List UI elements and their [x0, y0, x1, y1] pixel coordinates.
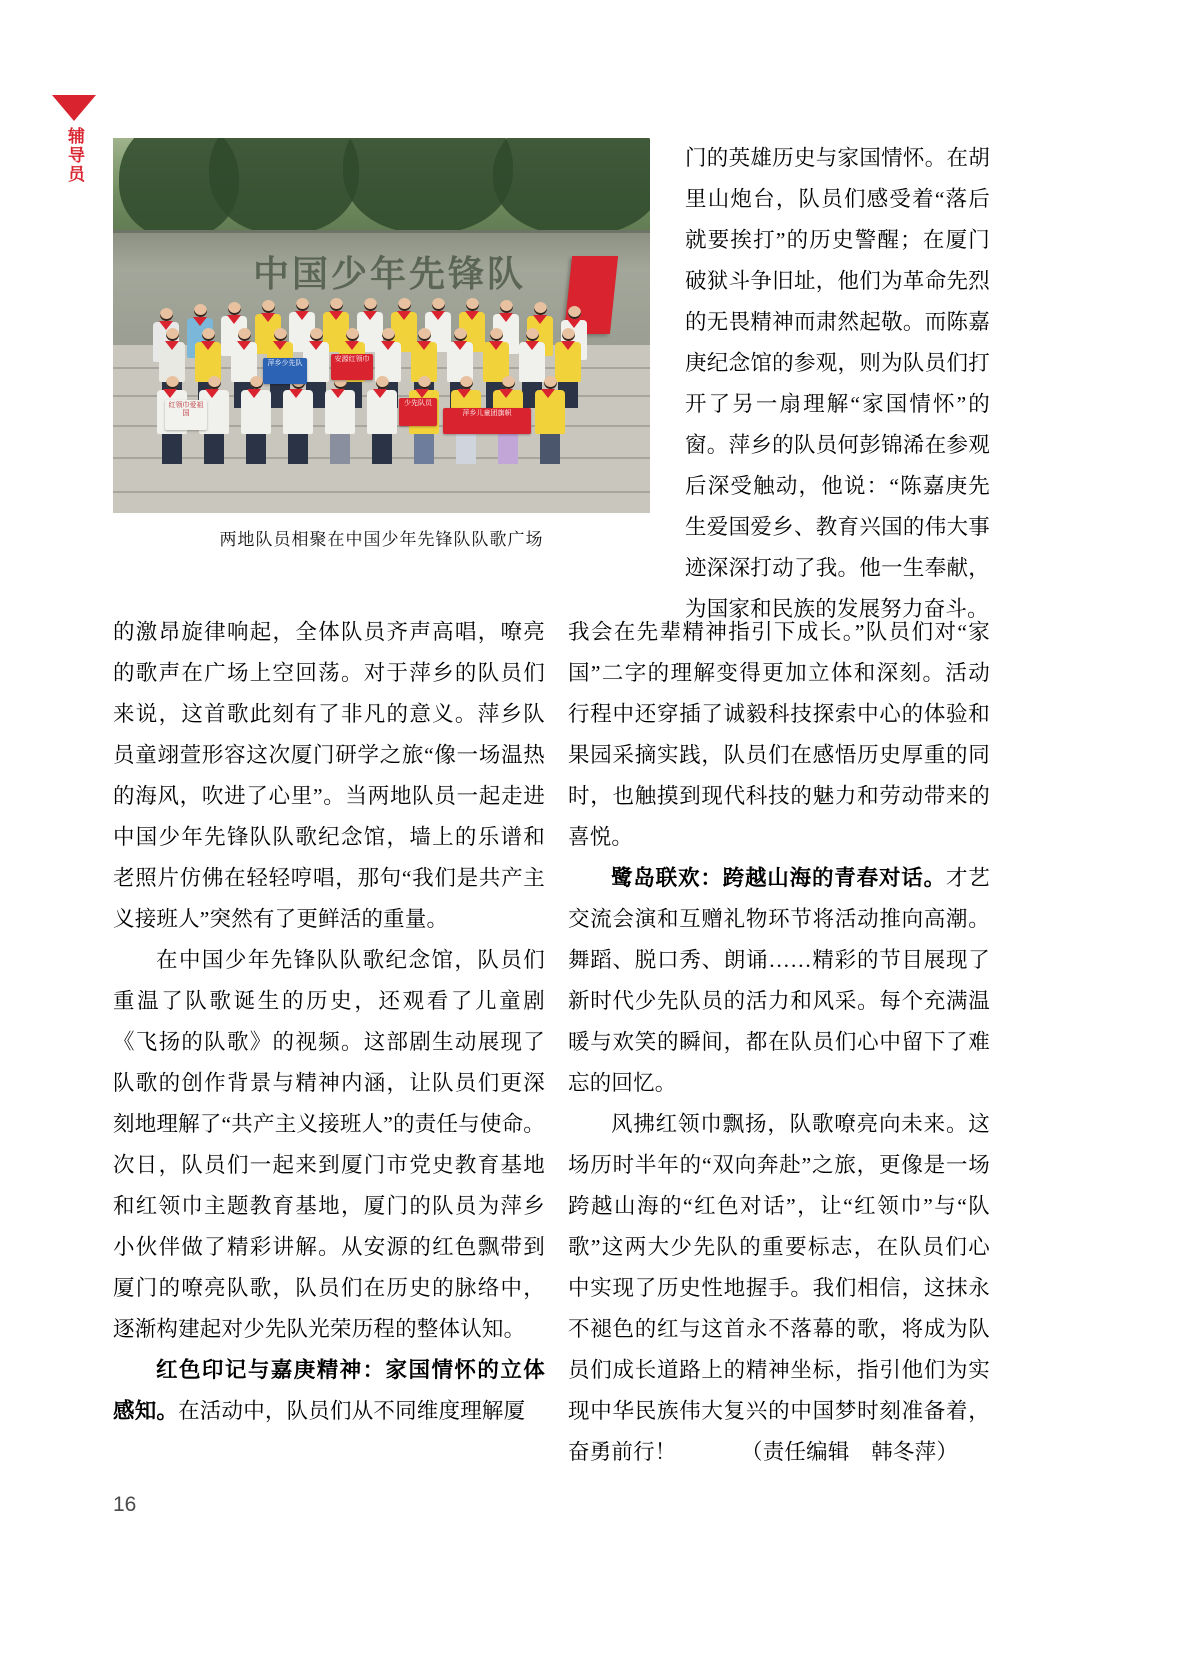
paragraph: 的激昂旋律响起，全体队员齐声高唱，嘹亮的歌声在广场上空回荡。对于萍乡的队员们来说，这首歌此刻有了非凡的意义。萍乡队员童翊萱形容这次厦门研学之旅“像一场温热的海风，吹进了心里”。当两地队员一起走进中国少年先锋队队歌纪念馆，墙上的乐谱和老照片仿佛在轻轻哼唱，那句“我们是共产主义接班人”突然有了更鲜活的重量。	[113, 620, 545, 931]
step-line	[113, 491, 650, 493]
triangle-icon	[52, 95, 96, 121]
page-number: 16	[113, 1493, 137, 1516]
paragraph: 门的英雄历史与家国情怀。在胡里山炮台，队员们感受着“落后就要挨打”的历史警醒；在厦门破狱斗争旧址，他们为革命先烈的无畏精神而肃然起敬。而陈嘉庚纪念馆的参观，则为队员们打开了另一扇理解“家国情怀”的窗。萍乡的队员何彭锦浠在参观后深受触动，他说：“陈嘉庚先生爱国爱乡、教育兴国的伟大事迹深深打动了我。他一生奉献，为国家和民族的发展努力奋斗。	[685, 146, 990, 621]
wall-calligraphy: 中国少年先锋队	[253, 254, 527, 294]
person	[535, 376, 565, 464]
margin-marker-label: 辅导员	[65, 127, 85, 184]
placard: 红领巾爱祖国	[165, 400, 207, 430]
paragraph-with-heading	[113, 1350, 545, 1432]
figure	[113, 138, 650, 550]
subheading: 红色印记与嘉庚精神：家国情怀的立体感知。	[113, 1358, 545, 1423]
paragraph-text: 风拂红领巾飘扬，队歌嘹亮向未来。这场历时半年的“双向奔赴”之旅，更像是一场跨越山海的“红色对话”，让“红领巾”与“队歌”这两大少先队的重要标志，在队员们心中实现了历史性地握手。我们相信，这抹永不褪色的红与这首永不落幕的歌，将成为队员们成长道路上的精神坐标，指引他们为实现中华民族伟大复兴的中国梦时刻准备着，奋勇前行！	[568, 1112, 990, 1464]
placard: 萍乡儿童团旗帜	[443, 408, 531, 434]
column-right-body	[568, 612, 990, 1473]
paragraph-text: 在活动中，队员们从不同维度理解厦	[178, 1399, 526, 1423]
paragraph: 在中国少年先锋队队歌纪念馆，队员们重温了队歌诞生的历史，还观看了儿童剧《飞扬的队歌》的视频。这部剧生动展现了队歌的创作背景与精神内涵，让队员们更深刻地理解了“共产主义接班人”的责任与使命。次日，队员们一起来到厦门市党史教育基地和红领巾主题教育基地，厦门的队员为萍乡小伙伴做了精彩讲解。从安源的红色飘带到厦门的嘹亮队歌，队员们在历史的脉络中，逐渐构建起对少先队光荣历程的整体认知。	[113, 948, 545, 1341]
subheading: 鹭岛联欢：跨越山海的青春对话。	[611, 866, 946, 890]
photo-crowd	[143, 290, 623, 470]
person	[325, 376, 355, 464]
editor-credit: （责任编辑 韩冬萍）	[741, 1440, 959, 1464]
placard: 少先队员	[399, 398, 437, 426]
paragraph-final	[568, 1104, 990, 1473]
paragraph-with-heading	[568, 858, 990, 1104]
placard: 萍乡少先队	[263, 358, 307, 384]
figure-image	[113, 138, 650, 513]
placard: 安源红领巾	[331, 354, 373, 380]
column-right-top	[685, 138, 990, 630]
column-left-body	[113, 612, 545, 1432]
person	[283, 376, 313, 464]
margin-marker	[52, 95, 96, 189]
paragraph: 我会在先辈精神指引下成长。”队员们对“家国”二字的理解变得更加立体和深刻。活动行程中还穿插了诚毅科技探索中心的体验和果园采摘实践，队员们在感悟历史厚重的同时，也触摸到现代科技的魅力和劳动带来的喜悦。	[568, 620, 990, 849]
paragraph-text: 才艺交流会演和互赠礼物环节将活动推向高潮。舞蹈、脱口秀、朗诵……精彩的节目展现了新时代少先队员的活力和风采。每个充满温暖与欢笑的瞬间，都在队员们心中留下了难忘的回忆。	[568, 866, 990, 1095]
person	[367, 376, 397, 464]
figure-caption: 两地队员相聚在中国少年先锋队队歌广场	[219, 530, 544, 549]
person	[241, 376, 271, 464]
